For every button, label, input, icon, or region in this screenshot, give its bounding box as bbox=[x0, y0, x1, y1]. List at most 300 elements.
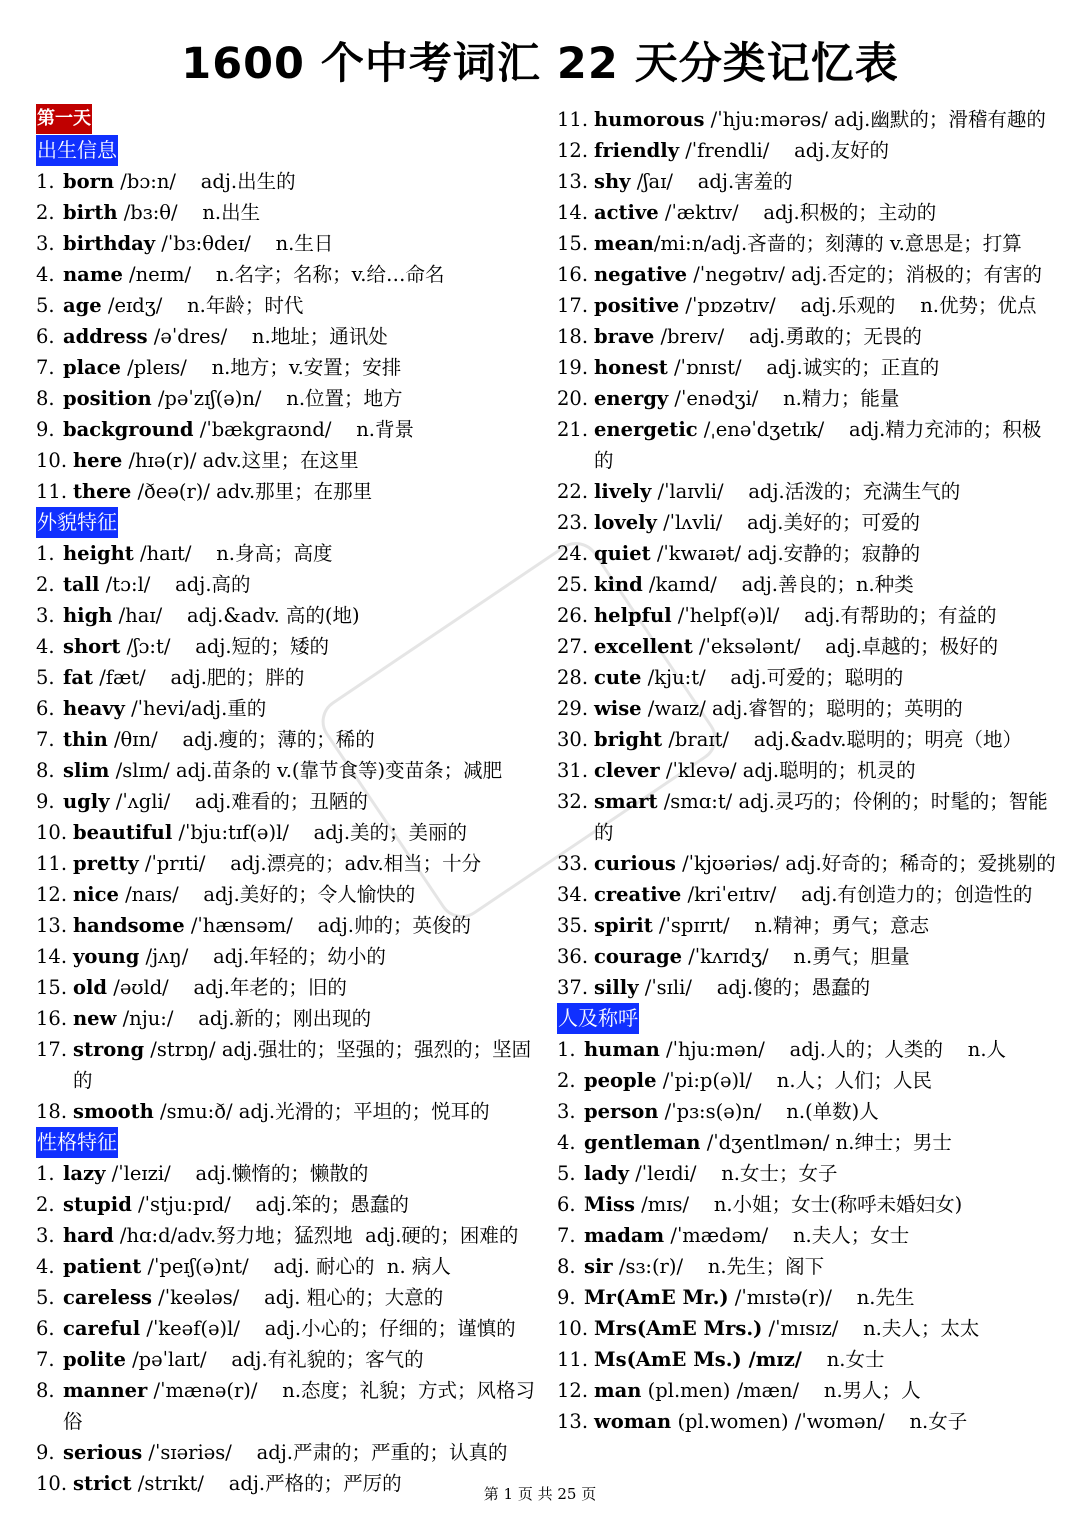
entry-number: 3. bbox=[36, 232, 55, 255]
vocab-entry bbox=[557, 1034, 1057, 1065]
entry-word: strong bbox=[73, 1038, 145, 1061]
vocab-entry bbox=[557, 1282, 1057, 1313]
entry-number: 10. bbox=[36, 449, 68, 472]
section-heading: 出生信息 bbox=[36, 135, 118, 166]
entry-word: lady bbox=[584, 1162, 630, 1185]
vocab-entry bbox=[557, 1065, 1057, 1096]
vocab-entry bbox=[36, 197, 536, 228]
vocab-entry bbox=[36, 166, 536, 197]
entry-word: positive bbox=[594, 294, 680, 317]
entry-number: 5. bbox=[36, 294, 55, 317]
entry-definition: /ˈæktɪv/ adj.积极的；主动的 bbox=[658, 201, 937, 224]
entry-word: person bbox=[584, 1100, 659, 1123]
entry-definition: /fæt/ adj.肥的；胖的 bbox=[93, 666, 305, 689]
entry-word: born bbox=[63, 170, 115, 193]
entry-definition: /ˈbɜ:θdeɪ/ n.生日 bbox=[155, 232, 334, 255]
entry-word: courage bbox=[594, 945, 683, 968]
entry-definition: /ˈhevi/adj.重的 bbox=[124, 697, 267, 720]
entry-definition: /hɑ:d/adv.努力地；猛烈地 adj.硬的；困难的 bbox=[113, 1224, 519, 1247]
entry-definition: /ˈbækgraʊnd/ n.背景 bbox=[193, 418, 415, 441]
vocab-entry bbox=[36, 786, 536, 817]
vocab-entry bbox=[557, 1251, 1057, 1282]
entry-number: 26. bbox=[557, 604, 589, 627]
entry-number: 19. bbox=[557, 356, 589, 379]
vocab-entry bbox=[557, 197, 1057, 228]
entry-word: creative bbox=[594, 883, 682, 906]
vocab-entry bbox=[36, 1189, 536, 1220]
section-heading: 性格特征 bbox=[36, 1127, 118, 1158]
vocab-entry bbox=[557, 1344, 1057, 1375]
entry-word: spirit bbox=[594, 914, 653, 937]
entry-definition: /naɪs/ adj.美好的；令人愉快的 bbox=[118, 883, 416, 906]
vocab-entry bbox=[557, 538, 1057, 569]
entry-definition: /ˈhju:mərəs/ adj.幽默的；滑稽有趣的 bbox=[704, 108, 1046, 131]
entry-number: 21. bbox=[557, 418, 589, 441]
entry-word: polite bbox=[63, 1348, 126, 1371]
entry-number: 4. bbox=[36, 635, 55, 658]
vocab-entry bbox=[557, 941, 1057, 972]
entry-definition: /ˈmɪstə(r)/ n.先生 bbox=[728, 1286, 915, 1309]
entry-number: 25. bbox=[557, 573, 589, 596]
entry-number: 12. bbox=[557, 1379, 589, 1402]
vocab-entry bbox=[557, 135, 1057, 166]
vocab-entry bbox=[36, 693, 536, 724]
entry-definition: /ˈdʒentlmən/ n.绅士；男士 bbox=[700, 1131, 952, 1154]
entry-word: negative bbox=[594, 263, 688, 286]
entry-definition: /haɪt/ n.身高；高度 bbox=[133, 542, 333, 565]
entry-word: people bbox=[584, 1069, 657, 1092]
entry-number: 9. bbox=[36, 1441, 55, 1464]
entry-word: gentleman bbox=[584, 1131, 701, 1154]
entry-definition: /ʃɔ:t/ adj.短的；矮的 bbox=[120, 635, 330, 658]
entry-word: lively bbox=[594, 480, 652, 503]
entry-word: serious bbox=[63, 1441, 143, 1464]
vocab-entry bbox=[557, 476, 1057, 507]
entry-word: cute bbox=[594, 666, 642, 689]
page-footer: 第 1 页 共 25 页 bbox=[483, 1485, 597, 1503]
entry-definition: /bɔ:n/ adj.出生的 bbox=[114, 170, 296, 193]
vocab-entry bbox=[557, 786, 1057, 848]
entry-word: active bbox=[594, 201, 659, 224]
entry-number: 13. bbox=[557, 170, 589, 193]
entry-word: short bbox=[63, 635, 121, 658]
entry-number: 34. bbox=[557, 883, 589, 906]
vocab-entry bbox=[557, 1313, 1057, 1344]
entry-definition: /haɪ/ adj.&adv. 高的(地) bbox=[112, 604, 360, 627]
entry-definition: (pl.men) /mæn/ n.男人；人 bbox=[641, 1379, 921, 1402]
vocab-entry bbox=[557, 693, 1057, 724]
vocab-entry bbox=[557, 631, 1057, 662]
vocab-entry bbox=[36, 600, 536, 631]
vocab-entry bbox=[36, 538, 536, 569]
entry-word: Ms(AmE Ms.) /mɪz/ bbox=[594, 1348, 802, 1371]
vocab-entry bbox=[36, 848, 536, 879]
entry-number: 9. bbox=[36, 790, 55, 813]
entry-definition: /neɪm/ n.名字；名称；v.给…命名 bbox=[122, 263, 445, 286]
entry-number: 8. bbox=[557, 1255, 576, 1278]
entry-word: ugly bbox=[63, 790, 110, 813]
entry-definition: /ˈenədʒi/ n.精力；能量 bbox=[668, 387, 900, 410]
vocab-entry bbox=[36, 1096, 536, 1127]
vocab-entry bbox=[36, 1251, 536, 1282]
entry-definition: /ˈprɪti/ adj.漂亮的；adv.相当；十分 bbox=[138, 852, 482, 875]
vocab-entry bbox=[36, 414, 536, 445]
entry-definition: /hɪə(r)/ adv.这里；在这里 bbox=[122, 449, 359, 472]
entry-definition: (pl.women) /ˈwʊmən/ n.女子 bbox=[671, 1410, 968, 1433]
entry-word: height bbox=[63, 542, 134, 565]
entry-word: strict bbox=[73, 1472, 132, 1495]
entry-word: stupid bbox=[63, 1193, 132, 1216]
entry-word: wise bbox=[594, 697, 642, 720]
vocab-entry bbox=[36, 383, 536, 414]
vocab-entry bbox=[36, 1003, 536, 1034]
vocab-entry bbox=[36, 724, 536, 755]
entry-number: 29. bbox=[557, 697, 589, 720]
entry-definition: /mi:n/adj.吝啬的；刻薄的 v.意思是；打算 bbox=[653, 232, 1022, 255]
vocab-entry bbox=[557, 321, 1057, 352]
entry-definition: /kriˈeɪtɪv/ adj.有创造力的；创造性的 bbox=[681, 883, 1033, 906]
entry-definition: /ˈpɜ:s(ə)n/ n.(单数)人 bbox=[658, 1100, 879, 1123]
entry-definition: /smɑ:t/ adj.灵巧的；伶俐的；时髦的；智能的 bbox=[594, 790, 1048, 844]
entry-word: brave bbox=[594, 325, 655, 348]
vocab-entry bbox=[36, 352, 536, 383]
entry-definition: /ʃaɪ/ adj.害羞的 bbox=[630, 170, 793, 193]
entry-definition: /pəˈlaɪt/ adj.有礼貌的；客气的 bbox=[125, 1348, 424, 1371]
entry-word: here bbox=[73, 449, 123, 472]
entry-definition: /əʊld/ adj.年老的；旧的 bbox=[107, 976, 347, 999]
entry-number: 12. bbox=[36, 883, 68, 906]
entry-number: 33. bbox=[557, 852, 589, 875]
entry-word: high bbox=[63, 604, 113, 627]
entry-word: quiet bbox=[594, 542, 651, 565]
entry-number: 16. bbox=[557, 263, 589, 286]
entry-definition: /ˈlʌvli/ adj.美好的；可爱的 bbox=[656, 511, 920, 534]
entry-word: name bbox=[63, 263, 123, 286]
entry-number: 10. bbox=[36, 1472, 68, 1495]
section-heading: 人及称呼 bbox=[557, 1003, 639, 1034]
entry-number: 15. bbox=[557, 232, 589, 255]
entry-number: 10. bbox=[36, 821, 68, 844]
entry-number: 23. bbox=[557, 511, 589, 534]
entry-number: 5. bbox=[36, 666, 55, 689]
entry-definition: /smu:ð/ adj.光滑的；平坦的；悦耳的 bbox=[153, 1100, 490, 1123]
entry-number: 5. bbox=[36, 1286, 55, 1309]
entry-definition: /kaɪnd/ adj.善良的；n.种类 bbox=[642, 573, 914, 596]
entry-definition: /ˈpɒzətɪv/ adj.乐观的 n.优势；优点 bbox=[679, 294, 1037, 317]
entry-word: smart bbox=[594, 790, 658, 813]
entry-number: 13. bbox=[557, 1410, 589, 1433]
entry-word: position bbox=[63, 387, 152, 410]
entry-definition: /ðeə(r)/ adv.那里；在那里 bbox=[131, 480, 373, 503]
entry-word: background bbox=[63, 418, 194, 441]
entry-word: helpful bbox=[594, 604, 672, 627]
entry-definition: n.女士 bbox=[801, 1348, 885, 1371]
entry-word: energy bbox=[594, 387, 669, 410]
vocab-entry bbox=[557, 290, 1057, 321]
vocab-entry bbox=[557, 1406, 1057, 1437]
vocab-entry bbox=[557, 1189, 1057, 1220]
vocab-entry bbox=[36, 445, 536, 476]
entry-definition: /mɪs/ n.小姐；女士(称呼未婚妇女) bbox=[634, 1193, 963, 1216]
vocab-entry bbox=[36, 290, 536, 321]
entry-word: new bbox=[73, 1007, 117, 1030]
vocab-entry bbox=[36, 1313, 536, 1344]
entry-word: there bbox=[73, 480, 132, 503]
entry-number: 4. bbox=[36, 263, 55, 286]
entry-number: 35. bbox=[557, 914, 589, 937]
entry-number: 11. bbox=[36, 480, 68, 503]
entry-number: 20. bbox=[557, 387, 589, 410]
entry-word: address bbox=[63, 325, 148, 348]
entry-definition: /ˈmænə(r)/ n.态度；礼貌；方式；风格习俗 bbox=[63, 1379, 536, 1433]
entry-number: 30. bbox=[557, 728, 589, 751]
entry-number: 32. bbox=[557, 790, 589, 813]
entry-definition: /breɪv/ adj.勇敢的；无畏的 bbox=[654, 325, 922, 348]
entry-word: silly bbox=[594, 976, 639, 999]
entry-definition: /strɪkt/ adj.严格的；严厉的 bbox=[131, 1472, 402, 1495]
entry-word: pretty bbox=[73, 852, 139, 875]
vocab-entry bbox=[36, 1344, 536, 1375]
entry-word: woman bbox=[594, 1410, 672, 1433]
entry-number: 11. bbox=[557, 1348, 589, 1371]
entry-definition: /ˈpi:p(ə)l/ n.人；人们；人民 bbox=[656, 1069, 933, 1092]
entry-definition: /ˈkjʊəriəs/ adj.好奇的；稀奇的；爱挑剔的 bbox=[675, 852, 1056, 875]
vocab-entry bbox=[36, 259, 536, 290]
vocab-entry bbox=[557, 848, 1057, 879]
vocab-entry bbox=[557, 662, 1057, 693]
entry-number: 37. bbox=[557, 976, 589, 999]
entry-number: 11. bbox=[36, 852, 68, 875]
entry-number: 2. bbox=[36, 201, 55, 224]
entry-word: young bbox=[73, 945, 140, 968]
vocab-entry bbox=[557, 1375, 1057, 1406]
entry-definition: /əˈdres/ n.地址；通讯处 bbox=[147, 325, 388, 348]
entry-number: 14. bbox=[557, 201, 589, 224]
entry-number: 1. bbox=[36, 542, 55, 565]
vocab-entry bbox=[557, 972, 1057, 1003]
entry-word: sir bbox=[584, 1255, 613, 1278]
entry-word: thin bbox=[63, 728, 108, 751]
entry-word: age bbox=[63, 294, 102, 317]
entry-word: slim bbox=[63, 759, 110, 782]
entry-definition: /ˈlaɪvli/ adj.活泼的；充满生气的 bbox=[651, 480, 961, 503]
entry-word: handsome bbox=[73, 914, 185, 937]
entry-number: 14. bbox=[36, 945, 68, 968]
vocab-entry bbox=[36, 910, 536, 941]
entry-word: beautiful bbox=[73, 821, 173, 844]
entry-definition: /ˈeksələnt/ adj.卓越的；极好的 bbox=[692, 635, 999, 658]
entry-number: 6. bbox=[557, 1193, 576, 1216]
vocab-entry bbox=[36, 476, 536, 507]
entry-definition: /kju:t/ adj.可爱的；聪明的 bbox=[641, 666, 904, 689]
vocab-entry bbox=[557, 1158, 1057, 1189]
entry-number: 7. bbox=[36, 1348, 55, 1371]
entry-definition: /eɪdʒ/ n.年龄；时代 bbox=[101, 294, 304, 317]
entry-number: 17. bbox=[557, 294, 589, 317]
entry-definition: /braɪt/ adj.&adv.聪明的；明亮（地） bbox=[662, 728, 1022, 751]
entry-number: 11. bbox=[557, 108, 589, 131]
entry-number: 28. bbox=[557, 666, 589, 689]
entry-definition: /θɪn/ adj.瘦的；薄的；稀的 bbox=[107, 728, 375, 751]
entry-word: smooth bbox=[73, 1100, 154, 1123]
entry-number: 3. bbox=[36, 604, 55, 627]
vocab-entry bbox=[557, 724, 1057, 755]
entry-word: old bbox=[73, 976, 108, 999]
entry-definition: /ˈleɪzi/ adj.懒惰的；懒散的 bbox=[105, 1162, 369, 1185]
vocab-entry bbox=[557, 600, 1057, 631]
entry-number: 4. bbox=[36, 1255, 55, 1278]
entry-number: 6. bbox=[36, 325, 55, 348]
entry-definition: /ˈkwaɪət/ adj.安静的；寂静的 bbox=[650, 542, 921, 565]
entry-definition: /pleɪs/ n.地方；v.安置；安排 bbox=[120, 356, 402, 379]
entry-number: 16. bbox=[36, 1007, 68, 1030]
entry-word: Mr(AmE Mr.) bbox=[584, 1286, 729, 1309]
vocab-entry bbox=[36, 755, 536, 786]
entry-word: heavy bbox=[63, 697, 125, 720]
entry-definition: /waɪz/ adj.睿智的；聪明的；英明的 bbox=[641, 697, 963, 720]
vocab-entry bbox=[36, 941, 536, 972]
entry-number: 2. bbox=[557, 1069, 576, 1092]
entry-word: clever bbox=[594, 759, 660, 782]
entry-number: 6. bbox=[36, 1317, 55, 1340]
vocab-entry bbox=[557, 259, 1057, 290]
vocab-entry bbox=[36, 1375, 536, 1437]
entry-definition: /ˈleɪdi/ n.女士；女子 bbox=[629, 1162, 838, 1185]
entry-number: 2. bbox=[36, 573, 55, 596]
vocab-entry bbox=[36, 662, 536, 693]
entry-number: 31. bbox=[557, 759, 589, 782]
vocab-entry bbox=[557, 755, 1057, 786]
entry-word: humorous bbox=[594, 108, 705, 131]
entry-word: place bbox=[63, 356, 121, 379]
vocab-entry bbox=[36, 321, 536, 352]
page-title: 1600 个中考词汇 22 天分类记忆表 bbox=[181, 39, 899, 89]
vocab-entry bbox=[557, 414, 1057, 476]
entry-definition: /ˈbju:tɪf(ə)l/ adj.美的；美丽的 bbox=[172, 821, 468, 844]
vocab-entry bbox=[557, 228, 1057, 259]
entry-definition: /ˈhænsəm/ adj.帅的；英俊的 bbox=[184, 914, 471, 937]
vocab-entry bbox=[557, 352, 1057, 383]
entry-word: lovely bbox=[594, 511, 657, 534]
entry-definition: /strɒŋ/ adj.强壮的；坚强的；强烈的；坚固的 bbox=[73, 1038, 532, 1092]
entry-number: 18. bbox=[36, 1100, 68, 1123]
entry-definition: /ˈɒnɪst/ adj.诚实的；正直的 bbox=[667, 356, 940, 379]
entry-definition: /sɜ:(r)/ n.先生；阁下 bbox=[612, 1255, 825, 1278]
entry-number: 18. bbox=[557, 325, 589, 348]
vocab-entry bbox=[557, 910, 1057, 941]
entry-word: Miss bbox=[584, 1193, 635, 1216]
entry-number: 10. bbox=[557, 1317, 589, 1340]
section-heading: 外貌特征 bbox=[36, 507, 118, 538]
entry-definition: /ˈmɪsɪz/ n.夫人；太太 bbox=[762, 1317, 980, 1340]
entry-word: mean bbox=[594, 232, 654, 255]
entry-number: 15. bbox=[36, 976, 68, 999]
entry-number: 8. bbox=[36, 1379, 55, 1402]
entry-number: 7. bbox=[36, 728, 55, 751]
vocab-entry bbox=[557, 507, 1057, 538]
vocab-entry bbox=[557, 1127, 1057, 1158]
entry-definition: /ˈkʌrɪdʒ/ n.勇气；胆量 bbox=[682, 945, 910, 968]
entry-word: human bbox=[584, 1038, 660, 1061]
entry-word: curious bbox=[594, 852, 676, 875]
entry-definition: /ˈsɪli/ adj.傻的；愚蠢的 bbox=[638, 976, 871, 999]
vocab-entry bbox=[36, 879, 536, 910]
entry-definition: /ˈnegətɪv/ adj.否定的；消极的；有害的 bbox=[687, 263, 1042, 286]
entry-number: 8. bbox=[36, 759, 55, 782]
entry-definition: /ˌenəˈdʒetɪk/ adj.精力充沛的；积极的 bbox=[594, 418, 1042, 472]
entry-number: 22. bbox=[557, 480, 589, 503]
entry-definition: /ˈpeɪʃ(ə)nt/ adj. 耐心的 n. 病人 bbox=[141, 1255, 451, 1278]
entry-number: 12. bbox=[557, 139, 589, 162]
entry-word: honest bbox=[594, 356, 668, 379]
entry-word: lazy bbox=[63, 1162, 106, 1185]
vocab-entry bbox=[36, 1220, 536, 1251]
entry-number: 13. bbox=[36, 914, 68, 937]
vocab-entry bbox=[36, 1158, 536, 1189]
entry-word: hard bbox=[63, 1224, 114, 1247]
entry-number: 7. bbox=[557, 1224, 576, 1247]
entry-definition: /ˈʌgli/ adj.难看的；丑陋的 bbox=[109, 790, 368, 813]
entry-definition: /ˈkeəf(ə)l/ adj.小心的；仔细的；谨慎的 bbox=[140, 1317, 516, 1340]
entry-number: 9. bbox=[36, 418, 55, 441]
entry-definition: /ˈfrendli/ adj.友好的 bbox=[679, 139, 889, 162]
entry-number: 3. bbox=[557, 1100, 576, 1123]
right-column bbox=[557, 104, 1057, 1437]
entry-number: 2. bbox=[36, 1193, 55, 1216]
vocab-entry bbox=[557, 104, 1057, 135]
day-label: 第一天 bbox=[36, 104, 92, 134]
entry-word: excellent bbox=[594, 635, 693, 658]
entry-definition: /ˈspɪrɪt/ n.精神；勇气；意志 bbox=[652, 914, 930, 937]
entry-word: birthday bbox=[63, 232, 156, 255]
entry-number: 24. bbox=[557, 542, 589, 565]
entry-word: kind bbox=[594, 573, 643, 596]
entry-number: 3. bbox=[36, 1224, 55, 1247]
entry-word: madam bbox=[584, 1224, 665, 1247]
entry-word: man bbox=[594, 1379, 642, 1402]
entry-word: careful bbox=[63, 1317, 141, 1340]
entry-word: shy bbox=[594, 170, 631, 193]
entry-definition: /pəˈzɪʃ(ə)n/ n.位置；地方 bbox=[151, 387, 403, 410]
entry-number: 8. bbox=[36, 387, 55, 410]
entry-word: Mrs(AmE Mrs.) bbox=[594, 1317, 763, 1340]
entry-word: manner bbox=[63, 1379, 148, 1402]
entry-definition: /bɜ:θ/ n.出生 bbox=[117, 201, 261, 224]
entry-number: 9. bbox=[557, 1286, 576, 1309]
entry-definition: /tɔ:l/ adj.高的 bbox=[99, 573, 251, 596]
vocab-entry bbox=[36, 817, 536, 848]
entry-word: birth bbox=[63, 201, 118, 224]
entry-number: 1. bbox=[36, 1162, 55, 1185]
entry-word: careless bbox=[63, 1286, 152, 1309]
entry-definition: /ˈmædəm/ n.夫人；女士 bbox=[664, 1224, 910, 1247]
vocab-entry bbox=[36, 631, 536, 662]
entry-word: energetic bbox=[594, 418, 698, 441]
entry-number: 5. bbox=[557, 1162, 576, 1185]
entry-definition: /slɪm/ adj.苗条的 v.(靠节食等)变苗条；减肥 bbox=[109, 759, 503, 782]
entry-word: friendly bbox=[594, 139, 680, 162]
entry-number: 36. bbox=[557, 945, 589, 968]
entry-definition: /ˈkeələs/ adj. 粗心的；大意的 bbox=[151, 1286, 444, 1309]
vocab-entry bbox=[36, 569, 536, 600]
entry-number: 27. bbox=[557, 635, 589, 658]
vocab-entry bbox=[557, 879, 1057, 910]
vocab-entry bbox=[36, 1034, 536, 1096]
vocab-entry bbox=[36, 228, 536, 259]
entry-word: nice bbox=[73, 883, 119, 906]
entry-number: 1. bbox=[36, 170, 55, 193]
vocab-entry bbox=[36, 972, 536, 1003]
